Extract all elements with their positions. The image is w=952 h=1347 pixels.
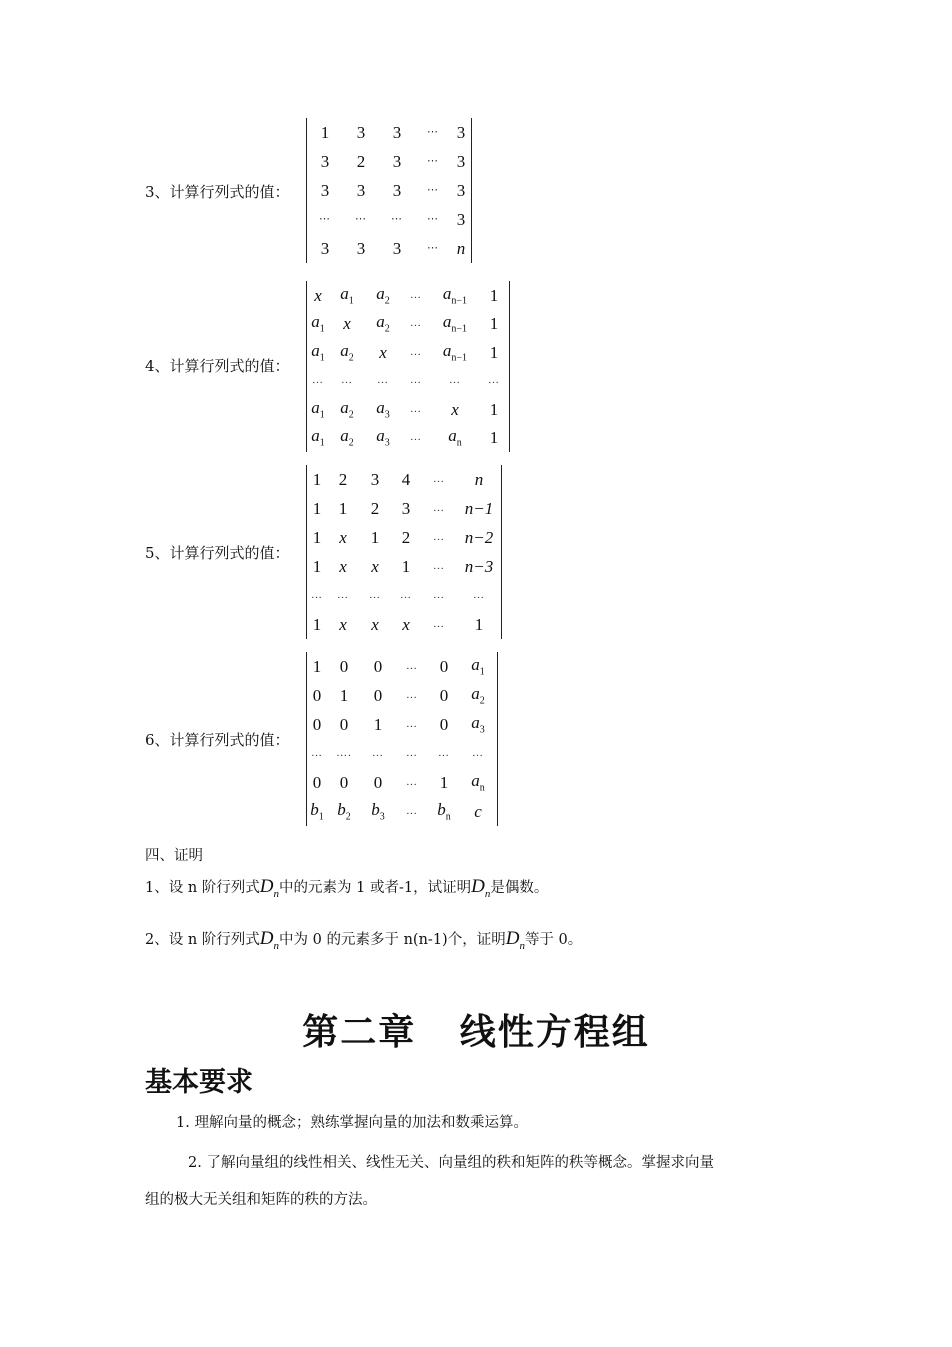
determinant-entry: $b_n$ — [437, 799, 451, 823]
determinant-entry: 1 — [312, 470, 322, 489]
determinant-entry: 3 — [320, 181, 330, 200]
determinant-entry: 3 — [356, 239, 366, 258]
determinant-row — [307, 652, 497, 681]
determinant-entry: 3 — [392, 152, 402, 171]
determinant-entry: ⋯ — [391, 213, 403, 225]
determinant-entry: 0 — [439, 715, 449, 734]
determinant-entry: 3 — [370, 470, 380, 489]
determinant-entry: 0 — [339, 715, 349, 734]
determinant-entry: … — [473, 589, 485, 601]
determinant-entry: 3 — [356, 181, 366, 200]
determinant-4 — [306, 281, 510, 452]
determinant-entry: x — [451, 399, 459, 419]
determinant-row — [307, 494, 501, 523]
determinant-entry: $a_2$ — [471, 683, 485, 707]
determinant-entry: … — [341, 374, 353, 387]
determinant-entry: ⋯ — [427, 184, 439, 196]
determinant-entry: n — [474, 470, 484, 489]
determinant-entry: 2 — [338, 470, 348, 489]
determinant-5 — [306, 465, 502, 639]
determinant-entry: … — [311, 747, 323, 759]
determinant-entry: x — [402, 615, 410, 634]
determinant-entry: … — [337, 589, 349, 601]
determinant-entry: x — [314, 285, 322, 305]
determinant-entry: $a_1$ — [471, 654, 485, 678]
determinant-entry: $a_3$ — [376, 397, 390, 420]
proof-item-2 — [145, 928, 582, 952]
determinant-entry: … — [410, 345, 422, 358]
determinant-entry: … — [372, 747, 384, 759]
determinant-entry: 0 — [339, 773, 349, 792]
proof-heading: 四、证明 — [145, 848, 203, 864]
determinant-entry: $b_3$ — [371, 799, 385, 823]
proof-item-2-part-b: 中为 0 的元素多于 n(n-1)个，证明 — [279, 932, 506, 948]
section-title: 基本要求 — [145, 1067, 253, 1098]
determinant-entry: n−2 — [464, 528, 494, 547]
determinant-entry: x — [371, 557, 379, 576]
determinant-row — [307, 739, 497, 768]
proof-item-1-part-c: 是偶数。 — [490, 880, 549, 896]
determinant-entry: … — [433, 473, 445, 485]
determinant-entry: … — [472, 747, 484, 759]
determinant-entry: $a_n$ — [448, 426, 462, 449]
determinant-entry: x — [339, 528, 347, 547]
determinant-entry: … — [433, 531, 445, 543]
determinant-row — [307, 681, 497, 710]
determinant-entry: 3 — [456, 210, 466, 229]
proof-item-1 — [145, 876, 548, 900]
determinant-entry: 3 — [456, 181, 466, 200]
determinant-entry: … — [433, 589, 445, 601]
proof-item-1-part-a: 1、设 n 阶行列式 — [145, 880, 260, 896]
determinant-entry: x — [371, 615, 379, 634]
requirement-2-cont: 组的极大无关组和矩阵的秩的方法。 — [145, 1192, 377, 1208]
determinant-entry: … — [400, 589, 412, 601]
determinant-entry: ⋯ — [427, 155, 439, 167]
determinant-entry: x — [339, 615, 347, 634]
determinant-row — [307, 118, 471, 147]
requirement-2: 2. 了解向量组的线性相关、线性无关、向量组的秩和矩阵的秩等概念。掌握求向量 — [188, 1155, 714, 1171]
determinant-row — [307, 367, 509, 396]
determinant-entry: $a_3$ — [376, 426, 390, 449]
determinant-row — [307, 176, 471, 205]
determinant-entry: 3 — [392, 123, 402, 142]
determinant-entry: x — [339, 557, 347, 576]
determinant-entry: … — [312, 374, 324, 387]
determinant-entry: … — [406, 660, 418, 672]
determinant-entry: 1 — [312, 657, 322, 676]
determinant-entry: 2 — [356, 152, 366, 171]
determinant-entry: 0 — [312, 686, 322, 705]
proof-item-2-part-a: 2、设 n 阶行列式 — [145, 932, 260, 948]
determinant-symbol: $D_n$ — [505, 928, 525, 952]
determinant-entry: … — [433, 618, 445, 630]
determinant-row — [307, 205, 471, 234]
determinant-entry: 1 — [312, 557, 322, 576]
determinant-entry: ⋯ — [427, 126, 439, 138]
determinant-entry: c — [474, 802, 482, 821]
determinant-entry: $a_n$ — [471, 770, 485, 794]
determinant-entry: $b_1$ — [310, 799, 324, 823]
determinant-entry: 1 — [474, 615, 484, 634]
determinant-symbol: $D_n$ — [471, 876, 491, 900]
determinant-entry: 4 — [401, 470, 411, 489]
determinant-entry: 3 — [320, 239, 330, 258]
determinant-entry: $a_{n-1}$ — [442, 312, 468, 335]
determinant-row — [307, 424, 509, 453]
determinant-entry: 3 — [392, 181, 402, 200]
determinant-entry: … — [406, 776, 418, 788]
determinant-entry: 0 — [439, 657, 449, 676]
determinant-entry: 3 — [320, 152, 330, 171]
determinant-entry: … — [369, 589, 381, 601]
determinant-row — [307, 395, 509, 424]
determinant-row — [307, 338, 509, 367]
determinant-row — [307, 768, 497, 797]
determinant-row — [307, 234, 471, 263]
determinant-row — [307, 523, 501, 552]
determinant-entry: $a_2$ — [340, 340, 354, 363]
determinant-entry: 1 — [489, 285, 499, 305]
determinant-entry: … — [433, 560, 445, 572]
determinant-entry: $b_2$ — [337, 799, 351, 823]
determinant-entry: 0 — [339, 657, 349, 676]
chapter-title: 第二章 线性方程组 — [302, 1012, 650, 1053]
determinant-row — [307, 465, 501, 494]
determinant-entry: 0 — [312, 715, 322, 734]
determinant-entry: x — [379, 342, 387, 362]
determinant-row — [307, 710, 497, 739]
determinant-row — [307, 581, 501, 610]
problem-4-label: 4、计算行列式的值： — [145, 357, 290, 375]
determinant-entry: … — [410, 402, 422, 415]
determinant-entry: $a_1$ — [311, 340, 325, 363]
determinant-entry: n−3 — [464, 557, 494, 576]
determinant-entry: … — [488, 374, 500, 387]
determinant-entry: … — [410, 317, 422, 330]
determinant-entry: … — [406, 718, 418, 730]
determinant-6 — [306, 652, 498, 826]
determinant-row — [307, 610, 501, 639]
determinant-symbol: $D_n$ — [259, 928, 280, 952]
determinant-entry: 1 — [339, 686, 349, 705]
determinant-entry: 1 — [401, 557, 411, 576]
proof-item-1-part-b: 中的元素为 1 或者-1，试证明 — [279, 880, 472, 896]
problem-3-label: 3、计算行列式的值： — [145, 183, 290, 201]
determinant-entry: 1 — [489, 399, 499, 419]
determinant-entry: 0 — [439, 686, 449, 705]
determinant-entry: … — [449, 374, 461, 387]
problem-5-label: 5、计算行列式的值： — [145, 544, 290, 562]
determinant-entry: 1 — [370, 528, 380, 547]
determinant-row — [307, 310, 509, 339]
determinant-entry: … — [377, 374, 389, 387]
determinant-entry: … — [311, 589, 323, 601]
determinant-entry: 3 — [401, 499, 411, 518]
proof-item-2-part-c: 等于 0。 — [524, 932, 583, 948]
determinant-entry: …. — [336, 747, 352, 759]
determinant-entry: 3 — [456, 123, 466, 142]
determinant-entry: 1 — [439, 773, 449, 792]
determinant-entry: $a_{n-1}$ — [442, 283, 468, 306]
determinant-entry: $a_1$ — [311, 426, 325, 449]
determinant-entry: $a_2$ — [340, 426, 354, 449]
determinant-entry: ⋯ — [427, 242, 439, 254]
determinant-entry: 1 — [489, 342, 499, 362]
determinant-entry: 0 — [373, 773, 383, 792]
determinant-entry: … — [410, 288, 422, 301]
determinant-entry: 1 — [489, 314, 499, 334]
determinant-entry: n−1 — [464, 499, 494, 518]
determinant-entry: ⋯ — [427, 213, 439, 225]
problem-6-label: 6、计算行列式的值： — [145, 731, 290, 749]
determinant-entry: $a_3$ — [471, 712, 485, 736]
determinant-entry: n — [456, 239, 466, 258]
determinant-entry: $a_2$ — [376, 312, 390, 335]
determinant-entry: 2 — [401, 528, 411, 547]
determinant-row — [307, 147, 471, 176]
determinant-entry: 1 — [312, 499, 322, 518]
determinant-row — [307, 797, 497, 826]
determinant-entry: 3 — [392, 239, 402, 258]
determinant-entry: … — [438, 747, 450, 759]
determinant-entry: $a_2$ — [340, 397, 354, 420]
determinant-entry: 1 — [489, 428, 499, 448]
determinant-entry: x — [343, 314, 351, 334]
determinant-entry: $a_1$ — [311, 397, 325, 420]
determinant-row — [307, 552, 501, 581]
determinant-row — [307, 281, 509, 310]
determinant-entry: $a_{n-1}$ — [442, 340, 468, 363]
determinant-entry: … — [410, 374, 422, 387]
determinant-entry: 3 — [456, 152, 466, 171]
determinant-entry: 1 — [312, 528, 322, 547]
determinant-entry: … — [406, 689, 418, 701]
determinant-entry: $a_1$ — [340, 283, 354, 306]
determinant-entry: … — [406, 747, 418, 759]
determinant-entry: $a_1$ — [311, 312, 325, 335]
determinant-entry: … — [433, 502, 445, 514]
determinant-entry: 3 — [356, 123, 366, 142]
determinant-entry: ⋯ — [355, 213, 367, 225]
determinant-entry: 0 — [373, 657, 383, 676]
determinant-entry: 1 — [338, 499, 348, 518]
determinant-entry: $a_2$ — [376, 283, 390, 306]
requirement-1: 1. 理解向量的概念；熟练掌握向量的加法和数乘运算。 — [176, 1115, 528, 1131]
determinant-entry: 1 — [373, 715, 383, 734]
determinant-entry: 0 — [373, 686, 383, 705]
determinant-entry: 2 — [370, 499, 380, 518]
determinant-entry: 1 — [312, 615, 322, 634]
determinant-3 — [306, 118, 472, 263]
determinant-entry: 1 — [320, 123, 330, 142]
determinant-entry: ⋯ — [319, 213, 331, 225]
determinant-entry: … — [410, 431, 422, 444]
determinant-entry: … — [406, 805, 418, 817]
determinant-symbol: $D_n$ — [259, 876, 280, 900]
determinant-entry: 0 — [312, 773, 322, 792]
